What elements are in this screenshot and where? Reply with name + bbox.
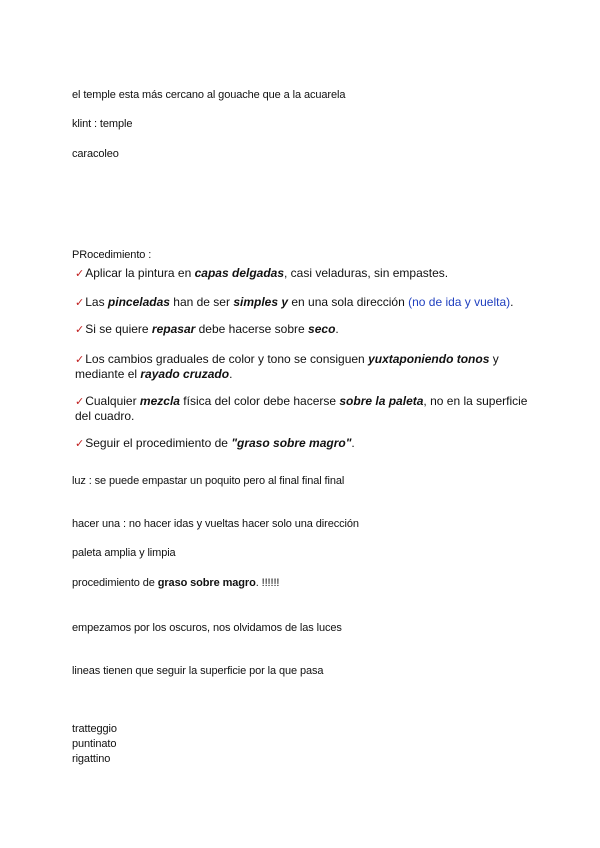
technique-puntinato: puntinato bbox=[72, 738, 117, 750]
procedure-step: ✓Los cambios graduales de color y tono se consiguen yuxtaponiendo tonos y mediante el rayado cruzado. bbox=[75, 352, 499, 381]
note-temple-gouache: el temple esta más cercano al gouache que a la acuarela bbox=[72, 89, 346, 101]
check-icon: ✓ bbox=[75, 268, 85, 280]
note-klint: klint : temple bbox=[72, 118, 133, 130]
note-luz: luz : se puede empastar un poquito pero al final final final bbox=[72, 475, 345, 487]
procedure-step: ✓Aplicar la pintura en capas delgadas, casi veladuras, sin empastes. bbox=[75, 266, 449, 280]
technique-rigattino: rigattino bbox=[72, 753, 111, 765]
note-hacer-una: hacer una : no hacer idas y vueltas hacer solo una dirección bbox=[72, 518, 359, 530]
check-icon: ✓ bbox=[75, 354, 85, 366]
check-icon: ✓ bbox=[75, 438, 85, 450]
check-icon: ✓ bbox=[75, 324, 85, 336]
procedure-step: ✓Las pinceladas han de ser simples y en una sola dirección (no de ida y vuelta). bbox=[75, 295, 514, 309]
procedure-step: ✓Seguir el procedimiento de "graso sobre magro". bbox=[75, 436, 355, 450]
check-icon: ✓ bbox=[75, 396, 85, 408]
note-empezamos: empezamos por los oscuros, nos olvidamos de las luces bbox=[72, 622, 342, 634]
procedure-step: ✓Si se quiere repasar debe hacerse sobre seco. bbox=[75, 322, 339, 336]
procedimiento-heading: PRocedimiento : bbox=[72, 249, 152, 261]
technique-tratteggio: tratteggio bbox=[72, 723, 117, 735]
note-lineas: lineas tienen que seguir la superficie por la que pasa bbox=[72, 665, 324, 677]
note-caracoleo: caracoleo bbox=[72, 148, 119, 160]
note-paleta: paleta amplia y limpia bbox=[72, 547, 176, 559]
procedure-step: ✓Cualquier mezcla física del color debe hacerse sobre la paleta, no en la superficie del cuadro. bbox=[75, 394, 528, 423]
check-icon: ✓ bbox=[75, 297, 85, 309]
note-procedimiento-graso: procedimiento de graso sobre magro. !!!!!! bbox=[72, 577, 280, 589]
